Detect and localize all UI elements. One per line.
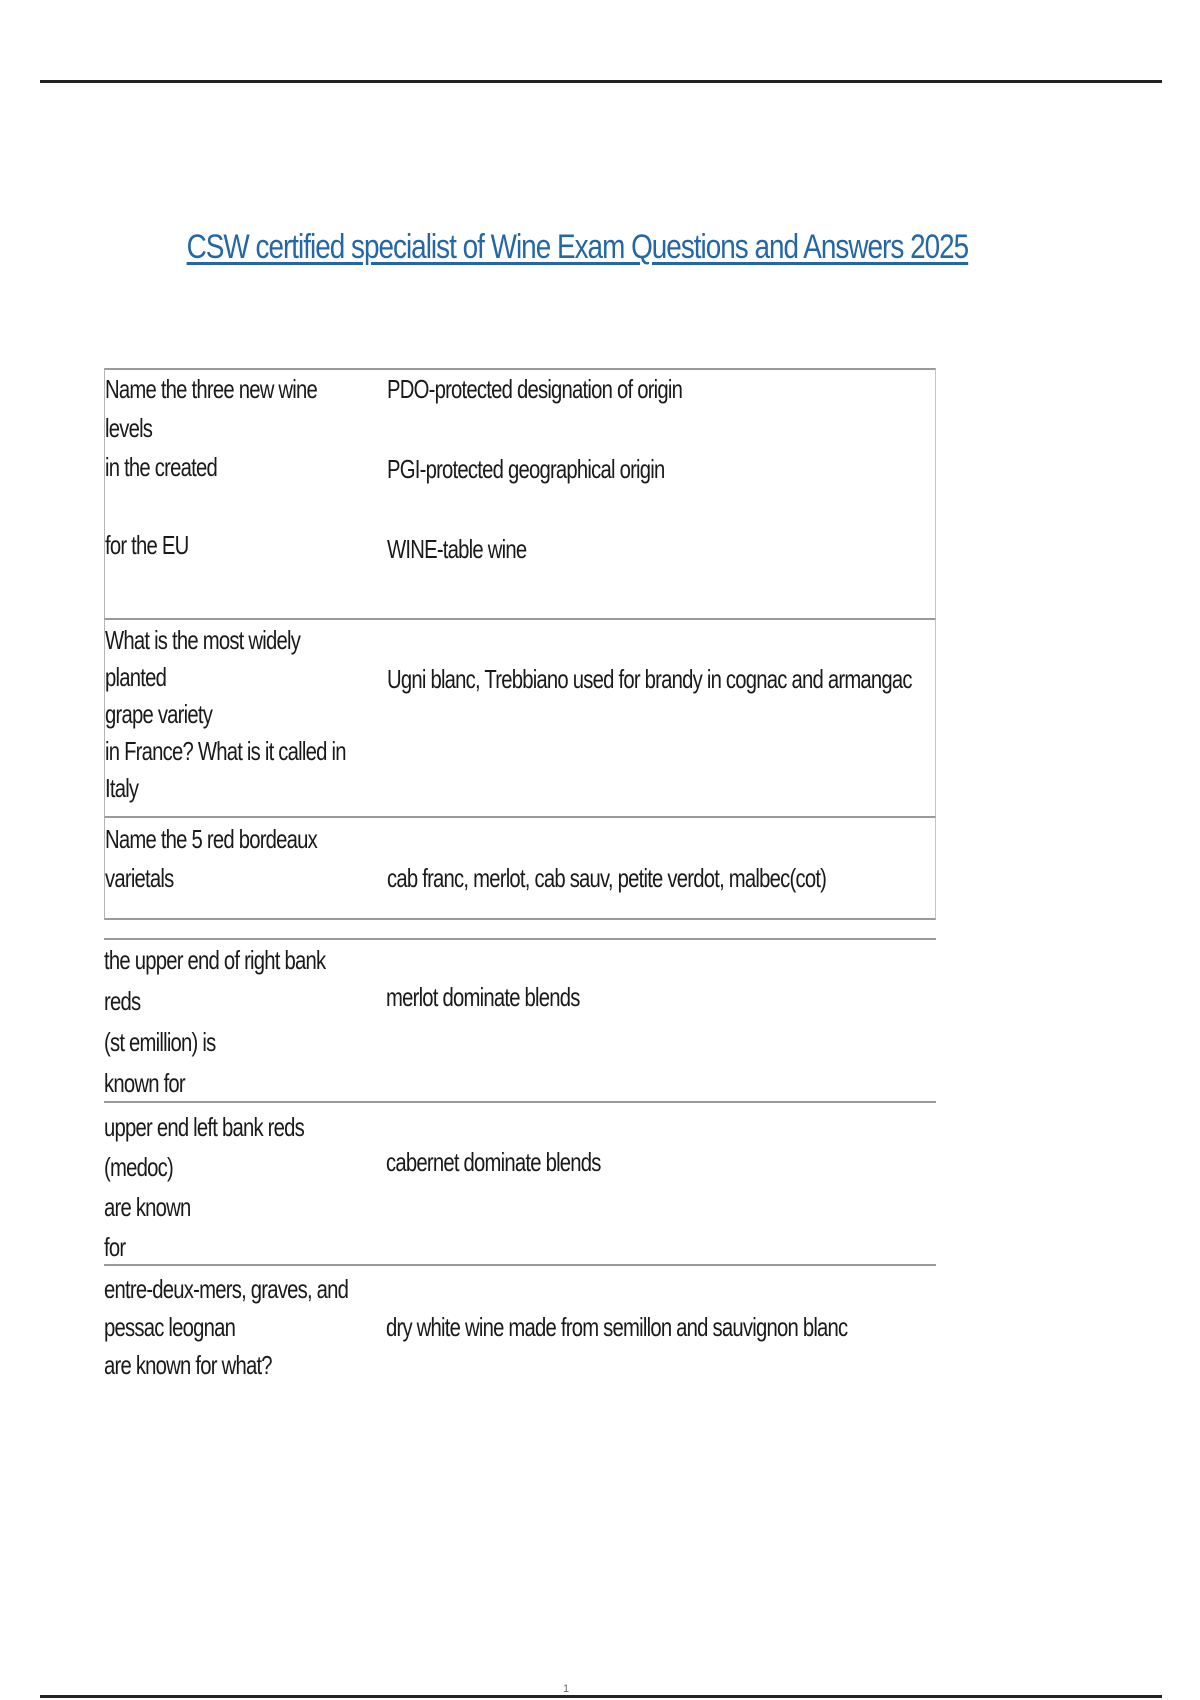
question-text: Name the three new wine levels in the created for the EU (105, 374, 318, 560)
answer-text: PGI-protected geographical origin (387, 454, 665, 484)
qa-row (104, 1264, 936, 1434)
qa-row (104, 1101, 936, 1264)
row-gap (104, 920, 936, 938)
header-rule (40, 80, 1162, 83)
question-text: upper end left bank reds (medoc) are known for (104, 1112, 305, 1262)
qa-table (104, 368, 936, 1434)
question-text: entre-deux-mers, graves, and pessac leognan are known for what? (104, 1274, 349, 1380)
answer-text: PDO-protected designation of origin (387, 374, 683, 404)
footer-rule (40, 1695, 1162, 1698)
answer-text: dry white wine made from semillon and sauvignon blanc (386, 1312, 848, 1342)
question-text: the upper end of right bank reds (st emillion) is known for (104, 945, 326, 1098)
qa-row (104, 618, 936, 816)
answer-cell (387, 660, 912, 699)
answer-text: merlot dominate blends (386, 982, 580, 1012)
qa-row (104, 938, 936, 1101)
question-text: Name the 5 red bordeaux varietals (105, 824, 318, 893)
qa-row (104, 368, 936, 618)
answer-text: WINE-table wine (387, 534, 527, 564)
answer-text: cabernet dominate blends (386, 1147, 601, 1177)
question-text: What is the most widely planted grape variety in France? What is it called in Italy (105, 625, 346, 803)
answer-text: Ugni blanc, Trebbiano used for brandy in cognac and armangac (387, 664, 912, 694)
qa-row (104, 816, 936, 920)
answer-cell (387, 859, 886, 898)
answer-text: cab franc, merlot, cab sauv, petite verdot, malbec(cot) (387, 863, 827, 893)
answer-cell (386, 1143, 885, 1182)
answer-cell (387, 370, 886, 569)
answer-cell (386, 1308, 885, 1347)
document-title[interactable]: CSW certified specialist of Wine Exam Questions and Answers 2025 (186, 228, 969, 266)
page-number: 1 (563, 1683, 570, 1695)
answer-cell (386, 978, 885, 1017)
